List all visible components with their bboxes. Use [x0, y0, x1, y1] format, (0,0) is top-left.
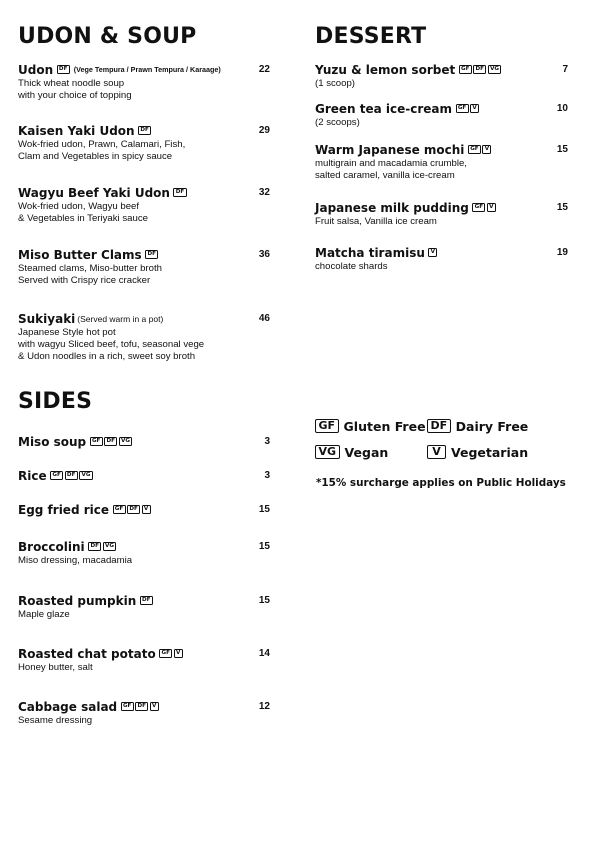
- menu-item-name: Miso Butter Clams: [18, 247, 142, 262]
- description-line: Wok-fried udon, Prawn, Calamari, Fish,: [18, 139, 186, 150]
- menu-item-name: Kaisen Yaki Udon: [18, 123, 135, 138]
- diet-tag: DF: [138, 126, 151, 135]
- legend-tag-v: V: [427, 445, 446, 459]
- description-line: (2 scoops): [315, 117, 360, 128]
- menu-item-header: [18, 593, 270, 608]
- menu-item-name: Warm Japanese mochi: [315, 142, 465, 157]
- menu-item: [315, 245, 568, 273]
- menu-item-header: [18, 434, 270, 449]
- section-title-udon-soup: UDON & SOUP: [18, 24, 197, 49]
- diet-tag: V: [482, 145, 491, 154]
- menu-item-description: [315, 78, 568, 90]
- menu-item: [18, 699, 270, 727]
- menu-item-price: 15: [556, 202, 568, 213]
- diet-tag: VG: [79, 471, 93, 480]
- diet-tag: V: [150, 702, 159, 711]
- menu-item: [18, 468, 270, 483]
- diet-tag: VG: [103, 542, 117, 551]
- surcharge-note: *15% surcharge applies on Public Holidays: [316, 477, 566, 489]
- legend-tag-vg: VG: [315, 445, 340, 459]
- menu-item: [315, 62, 568, 90]
- menu-item-note: (Served warm in a pot): [77, 313, 164, 324]
- menu-item-price: 36: [258, 249, 270, 260]
- diet-tag: DF: [127, 505, 140, 514]
- diet-tag: V: [174, 649, 183, 658]
- description-line: Japanese Style hot pot: [18, 327, 116, 338]
- diet-tag: GF: [90, 437, 103, 446]
- description-line: Clam and Vegetables in spicy sauce: [18, 151, 173, 162]
- diet-tag: VG: [119, 437, 133, 446]
- menu-item-price: 10: [556, 103, 568, 114]
- description-line: with your choice of topping: [18, 90, 132, 101]
- menu-item-header: [315, 101, 568, 116]
- menu-item: [315, 101, 568, 129]
- description-line: Maple glaze: [18, 609, 70, 620]
- menu-item-description: [18, 139, 270, 163]
- menu-item: [18, 247, 270, 287]
- menu-item-header: [315, 245, 568, 260]
- diet-tag: DF: [473, 65, 486, 74]
- menu-item-price: 3: [264, 436, 270, 447]
- menu-item-description: [18, 201, 270, 225]
- menu-item-name: Cabbage salad: [18, 699, 118, 714]
- diet-tags: [158, 649, 183, 658]
- menu-item-header: [18, 539, 270, 554]
- menu-item: [18, 502, 270, 517]
- legend-tag-gf: GF: [315, 419, 339, 433]
- description-line: Miso dressing, macadamia: [18, 555, 133, 566]
- diet-tags: [457, 65, 501, 74]
- menu-item-name: Egg fried rice: [18, 502, 109, 517]
- menu-item-price: 15: [258, 541, 270, 552]
- menu-item-price: 29: [258, 125, 270, 136]
- menu-item-description: [315, 117, 568, 129]
- description-line: & Vegetables in Teriyaki sauce: [18, 213, 148, 224]
- dietary-legend: [315, 413, 585, 465]
- description-line: chocolate shards: [315, 261, 388, 272]
- menu-item-price: 3: [264, 470, 270, 481]
- diet-tag: DF: [104, 437, 117, 446]
- diet-tag: DF: [65, 471, 78, 480]
- menu-item-description: [18, 662, 270, 674]
- legend-item-gf: [315, 419, 427, 434]
- diet-tag: VG: [488, 65, 502, 74]
- description-line: Served with Crispy rice cracker: [18, 275, 151, 286]
- diet-tags: [138, 596, 153, 605]
- menu-item-note: (Vege Tempura / Prawn Tempura / Karaage): [73, 65, 221, 74]
- diet-tag: GF: [50, 471, 63, 480]
- description-line: Sesame dressing: [18, 715, 93, 726]
- menu-item-header: [18, 502, 270, 517]
- menu-item-description: [315, 216, 568, 228]
- menu-item-header: [315, 142, 568, 157]
- sides-section: [18, 389, 270, 739]
- menu-item-description: [18, 609, 270, 621]
- menu-item-header: [18, 185, 270, 200]
- menu-item-price: 12: [258, 701, 270, 712]
- description-line: multigrain and macadamia crumble,: [315, 158, 467, 169]
- diet-tag: GF: [468, 145, 481, 154]
- menu-item-price: 15: [258, 504, 270, 515]
- diet-tag: GF: [121, 702, 134, 711]
- diet-tag: DF: [145, 250, 158, 259]
- menu-item: [18, 311, 270, 363]
- menu-item-description: [18, 263, 270, 287]
- menu-item-name: Japanese milk pudding: [315, 200, 469, 215]
- menu-item-name: Matcha tiramisu: [315, 245, 425, 260]
- diet-tags: [471, 203, 496, 212]
- menu-item-header: [18, 247, 270, 262]
- menu-item: [18, 434, 270, 449]
- menu-item-name: Roasted chat potato: [18, 646, 156, 661]
- menu-item: [18, 593, 270, 621]
- diet-tags: [119, 702, 159, 711]
- diet-tags: [55, 65, 70, 74]
- diet-tags: [88, 437, 132, 446]
- diet-tag: GF: [113, 505, 126, 514]
- menu-item-name: Udon: [18, 62, 54, 77]
- description-line: Fruit salsa, Vanilla ice cream: [315, 216, 437, 227]
- description-line: & Udon noodles in a rich, sweet soy broth: [18, 351, 196, 362]
- menu-item-price: 15: [258, 595, 270, 606]
- menu-item-header: [315, 62, 568, 77]
- menu-item-name: Rice: [18, 468, 47, 483]
- menu-item-name: Broccolini: [18, 539, 85, 554]
- description-line: salted caramel, vanilla ice-cream: [315, 170, 455, 181]
- dessert-section: [315, 24, 568, 284]
- menu-item: [315, 200, 568, 228]
- menu-item-price: 32: [258, 187, 270, 198]
- menu-item-description: [18, 327, 270, 363]
- menu-item-price: 7: [562, 64, 568, 75]
- description-line: Steamed clams, Miso-butter broth: [18, 263, 162, 274]
- menu-item-header: [18, 646, 270, 661]
- menu-item-name: Miso soup: [18, 434, 87, 449]
- legend-row: [315, 439, 585, 465]
- menu-item: [315, 142, 568, 182]
- diet-tag: GF: [456, 104, 469, 113]
- menu-item-price: 19: [556, 247, 568, 258]
- diet-tag: DF: [135, 702, 148, 711]
- legend-label-gf: Gluten Free: [343, 418, 426, 434]
- menu-item-price: 22: [258, 64, 270, 75]
- section-title-dessert: DESSERT: [315, 24, 427, 49]
- menu-item-price: 46: [258, 313, 270, 324]
- diet-tags: [144, 250, 159, 259]
- legend-item-v: [427, 445, 539, 460]
- section-title-sides: SIDES: [18, 389, 93, 414]
- diet-tag: GF: [459, 65, 472, 74]
- menu-item-header: [18, 123, 270, 138]
- diet-tags: [172, 188, 187, 197]
- diet-tag: GF: [472, 203, 485, 212]
- diet-tags: [454, 104, 479, 113]
- legend-item-vg: [315, 445, 427, 460]
- menu-item-description: [18, 78, 270, 102]
- description-line: (1 scoop): [315, 78, 355, 89]
- menu-item: [18, 62, 270, 102]
- legend-tag-df: DF: [427, 419, 451, 433]
- description-line: Thick wheat noodle soup: [18, 78, 125, 89]
- description-line: Honey butter, salt: [18, 662, 93, 673]
- menu-item-description: [18, 555, 270, 567]
- legend-label-df: Dairy Free: [455, 418, 529, 434]
- description-line: Wok-fried udon, Wagyu beef: [18, 201, 140, 212]
- diet-tag: V: [487, 203, 496, 212]
- menu-item-name: Sukiyaki: [18, 311, 76, 326]
- diet-tag: DF: [88, 542, 101, 551]
- menu-item-header: [315, 200, 568, 215]
- diet-tag: GF: [159, 649, 172, 658]
- menu-item-description: [315, 261, 568, 273]
- description-line: with wagyu Sliced beef, tofu, seasonal vege: [18, 339, 205, 350]
- legend-row: [315, 413, 585, 439]
- menu-item-name: Green tea ice-cream: [315, 101, 453, 116]
- diet-tag: V: [470, 104, 479, 113]
- menu-item-price: 15: [556, 144, 568, 155]
- menu-item-price: 14: [258, 648, 270, 659]
- menu-item-header: [18, 699, 270, 714]
- diet-tags: [111, 505, 151, 514]
- menu-item-header: [18, 468, 270, 483]
- diet-tag: DF: [140, 596, 153, 605]
- diet-tag: V: [142, 505, 151, 514]
- diet-tags: [87, 542, 117, 551]
- menu-item: [18, 185, 270, 225]
- diet-tags: [466, 145, 491, 154]
- diet-tag: DF: [57, 65, 70, 74]
- diet-tags: [137, 126, 152, 135]
- menu-item: [18, 123, 270, 163]
- menu-item: [18, 539, 270, 567]
- legend-item-df: [427, 419, 539, 434]
- menu-item-name: Roasted pumpkin: [18, 593, 137, 608]
- diet-tags: [427, 248, 437, 257]
- diet-tag: V: [428, 248, 437, 257]
- diet-tags: [49, 471, 93, 480]
- menu-item-header: [18, 62, 270, 77]
- diet-tag: DF: [173, 188, 186, 197]
- menu-item-description: [18, 715, 270, 727]
- menu-item-description: [315, 158, 568, 182]
- menu-item-header: [18, 311, 270, 326]
- legend-label-v: Vegetarian: [451, 444, 529, 460]
- udon-soup-section: [18, 24, 270, 364]
- menu-item-name: Wagyu Beef Yaki Udon: [18, 185, 170, 200]
- legend-label-vg: Vegan: [344, 444, 389, 460]
- menu-item: [18, 646, 270, 674]
- menu-item-name: Yuzu & lemon sorbet: [315, 62, 456, 77]
